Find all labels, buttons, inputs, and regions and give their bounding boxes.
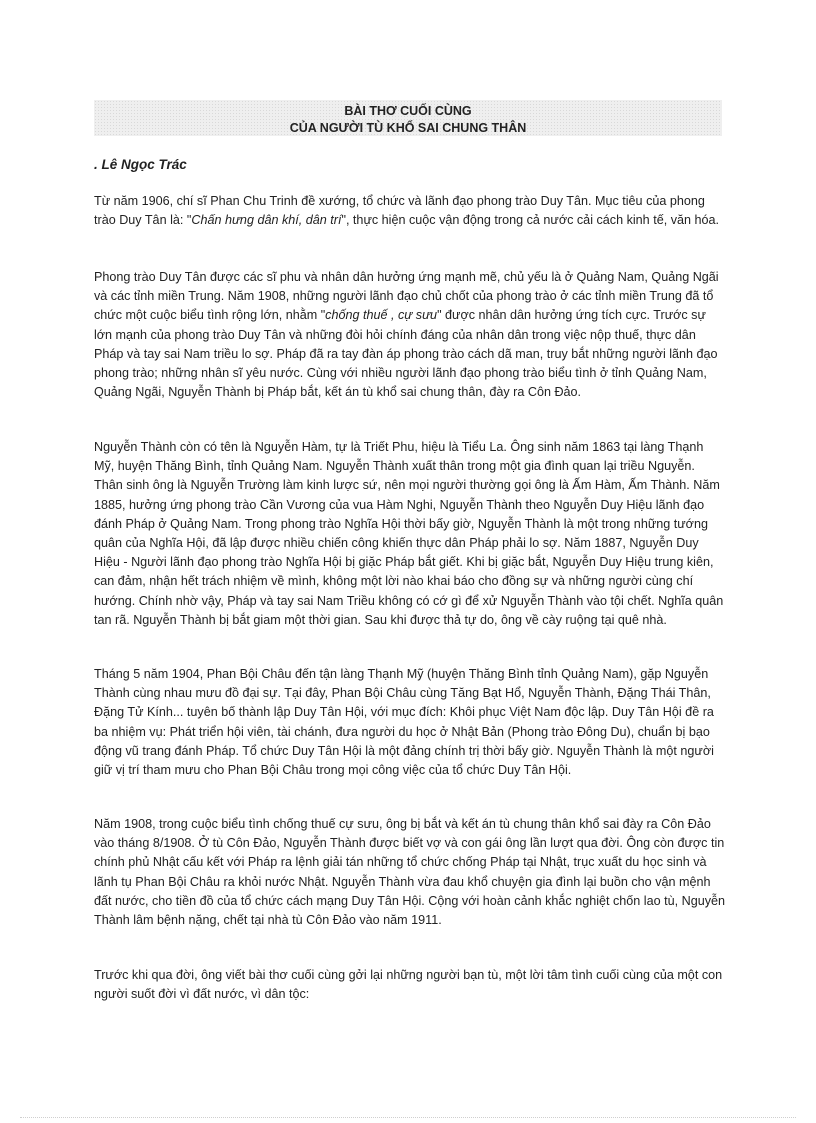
paragraph-1-text-a: Từ năm 1906, chí sĩ Phan Chu Trinh đề xướng, tổ chức và lãnh đạo phong trào Duy Tân. Mục tiêu của phong trào Duy Tân là: " (94, 194, 705, 228)
paragraph-1-quote: Chấn hưng dân khí, dân trí (191, 213, 342, 228)
paragraph-1 (94, 192, 726, 230)
paragraph-5: Năm 1908, trong cuộc biểu tình chống thuế cự sưu, ông bị bắt và kết án tù chung thân khổ sai đày ra Côn Đảo vào tháng 8/1908. Ở tù Côn Đảo, Nguyễn Thành được biết vợ và con gái ông lần lượt qua đời. Ông còn được tin chính phủ Nhật cấu kết với Pháp ra lệnh giải tán những tổ chức chống Pháp tại Nhật, trục xuất du học sinh và lãnh tụ Phan Bội Châu ra khỏi nước Nhật. Nguyễn Thành vừa đau khổ chuyện gia đình lại buồn cho vận mệnh đất nước, cho tiền đồ của tổ chức cách mạng Duy Tân Hội. Cộng với hoàn cảnh khắc nghiệt chốn lao tù, Nguyễn Thành lâm bệnh nặng, chết tại nhà tù Côn Đảo vào năm 1911. (94, 817, 726, 928)
paragraph-1-text-b: ", thực hiện cuộc vận động trong cả nước cải cách kinh tế, văn hóa. (341, 213, 720, 228)
page-footer-rule (20, 1117, 796, 1118)
document-title-line-2: CỦA NGƯỜI TÙ KHỔ SAI CHUNG THÂN (289, 121, 527, 135)
paragraph-4: Tháng 5 năm 1904, Phan Bội Châu đến tận làng Thạnh Mỹ (huyện Thăng Bình tỉnh Quảng Nam), gặp Nguyễn Thành cùng nhau mưu đồ đại sự. Tại đây, Phan Bội Châu cùng Tăng Bạt Hổ, Nguyễn Thành, Đặng Thái Thân, Đặng Tử Kính... tuyên bố thành lập Duy Tân Hội, với mục đích: Khôi phục Việt Nam độc lập. Duy Tân Hội đề ra ba nhiệm vụ: Phát triển hội viên, tài chánh, đưa người du học ở Nhật Bản (Phong trào Đông Du), chuẩn bị bạo động vũ trang đánh Pháp. Tổ chức Duy Tân Hội là một đảng chính trị thời bấy giờ. Nguyễn Thành là một người giữ vị trí tham mưu cho Phan Bội Châu trong mọi công việc của tổ chức Duy Tân Hội. (94, 667, 714, 778)
paragraph-2-text-b: " được nhân dân hưởng ứng tích cực. Trước sự lớn mạnh của phong trào Duy Tân và những đòi hỏi chính đáng của nhân dân trong việc nộp thuế, thực dân Pháp và tay sai Nam triều lo sợ. Pháp đã ra tay đàn áp phong trào cách dã man, truy bắt những người lãnh đạo phong trào; những nhân sĩ yêu nước. Cùng với nhiều người lãnh đạo phong trào biểu tình ở tỉnh Quảng Nam, Quảng Ngãi, Nguyễn Thành bị Pháp bắt, kết án tù khổ sai chung thân, đày ra Côn Đảo. (94, 308, 718, 400)
document-title-line-1: BÀI THƠ CUỐI CÙNG (344, 104, 472, 118)
paragraph-3: Nguyễn Thành còn có tên là Nguyễn Hàm, tự là Triết Phu, hiệu là Tiểu La. Ông sinh năm 1863 tại làng Thạnh Mỹ, huyện Thăng Bình, tỉnh Quảng Nam. Nguyễn Thành xuất thân trong một gia đình quan lại triều Nguyễn. Thân sinh ông là Nguyễn Trường làm kinh lược sứ, nên mọi người thường gọi ông là Ấm Hàm, Ấm Thành. Năm 1885, hưởng ứng phong trào Cần Vương của vua Hàm Nghi, Nguyễn Thành theo Nguyễn Duy Hiệu lãnh đạo đánh Pháp ở Quảng Nam. Trong phong trào Nghĩa Hội thời bấy giờ, Nguyễn Thành là một trong những tướng quân của Nghĩa Hội, đã lập được nhiều chiến công khiến thực dân Pháp phải lo sợ. Năm 1887, Nguyễn Duy Hiệu - Người lãnh đạo phong trào Nghĩa Hội bị giặc Pháp bắt giết. Khi bị giặc bắt, Nguyễn Duy Hiệu trung kiên, can đảm, nhận hết trách nhiệm về mình, không một lời nào khai báo cho đồng sự và những người cùng chí hướng. Chính nhờ vậy, Pháp và tay sai Nam Triều không có cớ gì để xử Nguyễn Thành vào tội chết. Nghĩa quân tan rã. Nguyễn Thành bị bắt giam một thời gian. Sau khi được thả tự do, ông về cày ruộng tại quê nhà. (94, 440, 724, 627)
author-name: . Lê Ngọc Trác (94, 157, 187, 172)
paragraph-2-text-a: Phong trào Duy Tân được các sĩ phu và nhân dân hưởng ứng mạnh mẽ, chủ yếu là ở Quảng Nam, Quảng Ngãi và các tỉnh miền Trung. Năm 1908, những người lãnh đạo chủ chốt của phong trào ở các tỉnh miền Trung đã tổ chức một cuộc biểu tình rộng lớn, nhằm " (94, 270, 719, 323)
paragraph-2-quote: chống thuế , cự sưu (325, 308, 438, 323)
paragraph-6: Trước khi qua đời, ông viết bài thơ cuối cùng gởi lại những người bạn tù, một lời tâm tình cuối cùng của một con người suốt đời vì đất nước, vì dân tộc: (94, 968, 723, 1002)
paragraph-2 (94, 268, 726, 402)
